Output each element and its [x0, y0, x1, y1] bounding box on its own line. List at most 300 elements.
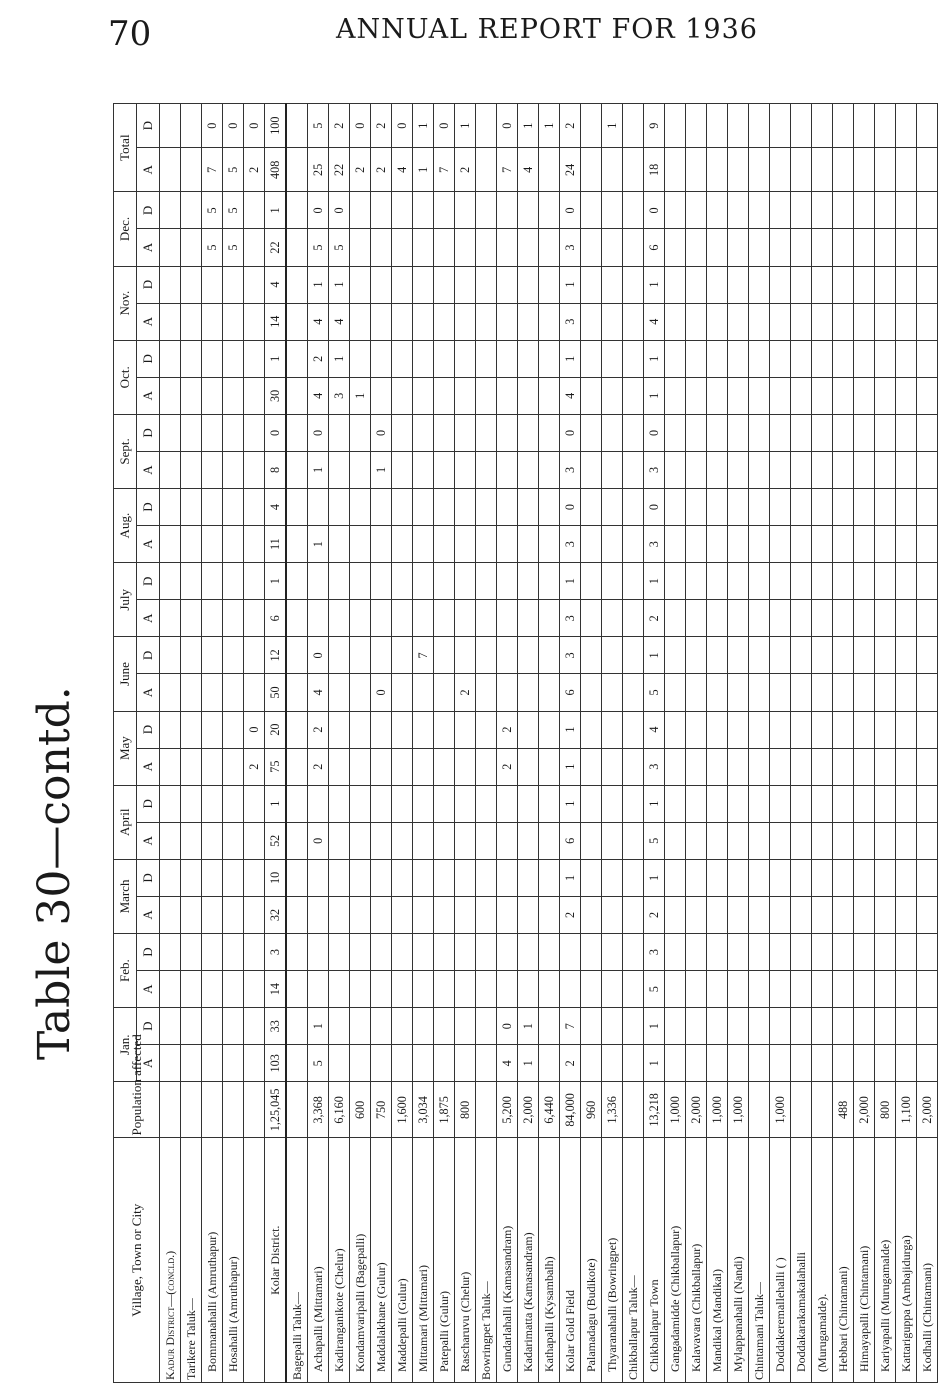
deaths-cell: [665, 1008, 686, 1045]
deaths-cell: [539, 934, 560, 971]
attacks-cell: [812, 303, 833, 340]
attacks-cell: [896, 896, 917, 933]
deaths-cell: [686, 637, 707, 674]
deaths-cell: [749, 489, 770, 526]
deaths-cell: [707, 563, 728, 600]
attacks-cell: [896, 748, 917, 785]
village-name: Patepalli (Gulur): [434, 1138, 455, 1383]
village-name: Thyaranahalli (Bowringpet): [602, 1138, 623, 1383]
deaths-cell: [917, 785, 938, 822]
attacks-cell: [497, 451, 518, 488]
attacks-cell: 75: [265, 748, 287, 785]
attacks-cell: [371, 229, 392, 266]
attacks-cell: [455, 896, 476, 933]
deaths-cell: [686, 266, 707, 303]
attacks-cell: [497, 377, 518, 414]
deaths-cell: 5: [223, 192, 244, 229]
attacks-cell: 2: [560, 1045, 581, 1082]
attacks-cell: [181, 600, 202, 637]
deaths-cell: [707, 637, 728, 674]
deaths-cell: [286, 563, 308, 600]
deaths-cell: [812, 934, 833, 971]
deaths-cell: [812, 785, 833, 822]
village-name: Chikballapur Town: [644, 1138, 665, 1383]
attacks-cell: [602, 822, 623, 859]
attacks-cell: 2: [455, 148, 476, 192]
deaths-cell: [854, 266, 875, 303]
attacks-cell: [623, 674, 644, 711]
attacks-cell: [181, 303, 202, 340]
attacks-cell: [875, 674, 896, 711]
deaths-cell: [476, 859, 497, 896]
deaths-cell: [854, 192, 875, 229]
deaths-cell: [749, 637, 770, 674]
population-cell: 1,336: [602, 1082, 623, 1138]
deaths-cell: [686, 934, 707, 971]
deaths-cell: [413, 711, 434, 748]
deaths-cell: [497, 192, 518, 229]
deaths-cell: [917, 104, 938, 148]
deaths-cell: [770, 637, 791, 674]
deaths-cell: [455, 637, 476, 674]
deaths-cell: [833, 637, 854, 674]
attacks-cell: [392, 451, 413, 488]
attacks-cell: [308, 896, 329, 933]
attacks-cell: [350, 822, 371, 859]
deaths-cell: [707, 340, 728, 377]
attacks-cell: [160, 971, 181, 1008]
attacks-cell: 1: [413, 148, 434, 192]
deaths-cell: [392, 859, 413, 896]
attacks-cell: [223, 377, 244, 414]
attacks-cell: [539, 600, 560, 637]
attacks-cell: [896, 971, 917, 1008]
attacks-cell: [286, 229, 308, 266]
deaths-cell: [623, 711, 644, 748]
deaths-cell: 0: [223, 104, 244, 148]
attacks-cell: [518, 600, 539, 637]
attacks-cell: [770, 674, 791, 711]
table-wrapper: [113, 103, 934, 1383]
table-row: [497, 104, 518, 1383]
population-cell: 1,000: [770, 1082, 791, 1138]
deaths-cell: [791, 934, 812, 971]
attacks-cell: [686, 748, 707, 785]
deaths-cell: 1: [644, 1008, 665, 1045]
village-name: Tarikere Taluk—: [181, 1138, 202, 1383]
deaths-cell: [476, 563, 497, 600]
attacks-cell: [160, 674, 181, 711]
attacks-cell: [329, 971, 350, 1008]
deaths-cell: [875, 340, 896, 377]
table-row: [181, 104, 202, 1383]
attacks-cell: 4: [308, 303, 329, 340]
attacks-cell: 1: [644, 1045, 665, 1082]
deaths-cell: [371, 637, 392, 674]
table-row: [560, 104, 581, 1383]
attacks-cell: [791, 822, 812, 859]
attacks-cell: 3: [644, 748, 665, 785]
attacks-cell: [875, 377, 896, 414]
deaths-cell: [749, 785, 770, 822]
deaths-cell: [812, 489, 833, 526]
attacks-cell: 1: [308, 526, 329, 563]
deaths-cell: 1: [539, 104, 560, 148]
village-name: Kolar Gold Field: [560, 1138, 581, 1383]
deaths-cell: [160, 859, 181, 896]
attacks-cell: [791, 451, 812, 488]
village-name: Bommanahalli (Amruthapur): [202, 1138, 223, 1383]
deaths-cell: [371, 266, 392, 303]
population-cell: 6,160: [329, 1082, 350, 1138]
deaths-cell: [686, 340, 707, 377]
attacks-cell: [160, 303, 181, 340]
table-row: [791, 104, 812, 1383]
deaths-cell: [896, 637, 917, 674]
attacks-cell: [770, 377, 791, 414]
deaths-cell: [223, 934, 244, 971]
attacks-cell: [286, 1045, 308, 1082]
deaths-cell: [329, 563, 350, 600]
deaths-cell: [728, 563, 749, 600]
deaths-cell: [455, 934, 476, 971]
deaths-cell: [917, 266, 938, 303]
attacks-cell: [791, 148, 812, 192]
attacks-cell: [476, 971, 497, 1008]
deaths-cell: 1: [644, 785, 665, 822]
attacks-cell: [854, 822, 875, 859]
attacks-cell: [623, 526, 644, 563]
deaths-cell: 0: [244, 104, 265, 148]
attacks-cell: [497, 674, 518, 711]
deaths-cell: [581, 563, 602, 600]
deaths-cell: [854, 859, 875, 896]
attacks-cell: [854, 748, 875, 785]
population-cell: 2,000: [686, 1082, 707, 1138]
attacks-cell: [917, 674, 938, 711]
deaths-header: D: [137, 266, 160, 303]
attacks-cell: [539, 748, 560, 785]
attacks-cell: [623, 971, 644, 1008]
attacks-cell: [665, 748, 686, 785]
attacks-cell: [581, 822, 602, 859]
attacks-cell: [602, 1045, 623, 1082]
attacks-cell: 4: [308, 674, 329, 711]
deaths-cell: [434, 414, 455, 451]
attacks-cell: [875, 451, 896, 488]
table-row: [476, 104, 497, 1383]
attacks-cell: [329, 896, 350, 933]
deaths-cell: [623, 414, 644, 451]
deaths-cell: [812, 414, 833, 451]
deaths-cell: [623, 266, 644, 303]
deaths-cell: [286, 1008, 308, 1045]
deaths-cell: [623, 489, 644, 526]
month-header: Aug.: [114, 489, 137, 563]
population-cell: [623, 1082, 644, 1138]
table-row: [665, 104, 686, 1383]
attacks-cell: [518, 896, 539, 933]
attacks-cell: [791, 674, 812, 711]
deaths-cell: [854, 340, 875, 377]
attacks-cell: [244, 600, 265, 637]
attacks-cell: [896, 674, 917, 711]
running-title: ANNUAL REPORT FOR 1936: [336, 14, 758, 45]
deaths-cell: [434, 637, 455, 674]
month-header: Feb.: [114, 934, 137, 1008]
attacks-cell: [371, 600, 392, 637]
attacks-cell: [455, 303, 476, 340]
deaths-cell: [833, 934, 854, 971]
attacks-cell: [602, 971, 623, 1008]
deaths-cell: [833, 859, 854, 896]
attacks-cell: [917, 600, 938, 637]
population-cell: [160, 1082, 181, 1138]
deaths-cell: [497, 266, 518, 303]
deaths-cell: [539, 192, 560, 229]
deaths-cell: [497, 637, 518, 674]
attacks-cell: [413, 600, 434, 637]
attacks-cell: [413, 229, 434, 266]
deaths-cell: [413, 414, 434, 451]
deaths-cell: [581, 192, 602, 229]
deaths-cell: 4: [265, 266, 287, 303]
attacks-cell: [791, 896, 812, 933]
attacks-cell: [223, 896, 244, 933]
month-header: Jan.: [114, 1008, 137, 1082]
deaths-cell: [476, 785, 497, 822]
attacks-cell: [665, 896, 686, 933]
deaths-cell: [707, 859, 728, 896]
attacks-cell: [476, 748, 497, 785]
population-cell: 960: [581, 1082, 602, 1138]
deaths-cell: [812, 563, 833, 600]
deaths-cell: [350, 266, 371, 303]
attacks-cell: 4: [644, 303, 665, 340]
attacks-header: A: [137, 748, 160, 785]
deaths-cell: [770, 711, 791, 748]
table-row: [265, 104, 287, 1383]
attacks-cell: [854, 377, 875, 414]
village-name: Hosahalli (Amruthapur): [223, 1138, 244, 1383]
attacks-cell: [623, 451, 644, 488]
attacks-cell: [749, 377, 770, 414]
attacks-cell: [181, 896, 202, 933]
deaths-cell: [854, 711, 875, 748]
deaths-cell: [518, 934, 539, 971]
month-header: March: [114, 859, 137, 933]
deaths-cell: [413, 340, 434, 377]
attacks-cell: [770, 303, 791, 340]
attacks-cell: [286, 600, 308, 637]
deaths-cell: [686, 104, 707, 148]
deaths-cell: [686, 785, 707, 822]
deaths-header: D: [137, 637, 160, 674]
deaths-cell: [854, 934, 875, 971]
deaths-cell: [854, 414, 875, 451]
attacks-cell: [518, 303, 539, 340]
attacks-cell: [476, 1045, 497, 1082]
village-name: Mittamari (Mittamari): [413, 1138, 434, 1383]
population-cell: [749, 1082, 770, 1138]
attacks-cell: [728, 600, 749, 637]
deaths-cell: [896, 192, 917, 229]
attacks-cell: [518, 526, 539, 563]
attacks-cell: [833, 229, 854, 266]
attacks-cell: [728, 822, 749, 859]
population-cell: [791, 1082, 812, 1138]
table-row: [896, 104, 917, 1383]
deaths-cell: [160, 266, 181, 303]
deaths-cell: [623, 104, 644, 148]
attacks-cell: [602, 451, 623, 488]
deaths-cell: [244, 414, 265, 451]
deaths-cell: [202, 1008, 223, 1045]
village-name: Bagepalli Taluk—: [286, 1138, 308, 1383]
deaths-cell: 20: [265, 711, 287, 748]
attacks-cell: [223, 674, 244, 711]
deaths-cell: [202, 785, 223, 822]
deaths-cell: [413, 489, 434, 526]
attacks-cell: 1: [560, 748, 581, 785]
deaths-cell: [875, 489, 896, 526]
deaths-cell: [875, 934, 896, 971]
deaths-cell: [581, 266, 602, 303]
month-header: Dec.: [114, 192, 137, 266]
deaths-cell: 1: [602, 104, 623, 148]
attacks-cell: [770, 822, 791, 859]
deaths-cell: [286, 266, 308, 303]
attacks-cell: [497, 971, 518, 1008]
deaths-cell: [581, 1008, 602, 1045]
population-cell: 2,000: [917, 1082, 938, 1138]
deaths-cell: 1: [329, 266, 350, 303]
deaths-cell: [413, 192, 434, 229]
deaths-cell: [329, 711, 350, 748]
deaths-cell: [181, 414, 202, 451]
population-cell: [476, 1082, 497, 1138]
attacks-cell: [371, 971, 392, 1008]
deaths-cell: [329, 637, 350, 674]
attacks-cell: [623, 600, 644, 637]
deaths-cell: 1: [308, 266, 329, 303]
deaths-cell: [181, 637, 202, 674]
deaths-cell: [455, 563, 476, 600]
deaths-cell: [308, 934, 329, 971]
deaths-cell: [917, 192, 938, 229]
deaths-cell: [371, 563, 392, 600]
attacks-cell: [665, 600, 686, 637]
village-name: Chintamani Taluk—: [749, 1138, 770, 1383]
attacks-cell: 14: [265, 303, 287, 340]
attacks-cell: [896, 303, 917, 340]
attacks-cell: [392, 896, 413, 933]
attacks-cell: [896, 229, 917, 266]
attacks-cell: [875, 600, 896, 637]
deaths-cell: [392, 934, 413, 971]
deaths-cell: [329, 1008, 350, 1045]
deaths-cell: [875, 563, 896, 600]
attacks-cell: [223, 748, 244, 785]
attacks-cell: [539, 674, 560, 711]
attacks-cell: [581, 303, 602, 340]
attacks-cell: 2: [644, 600, 665, 637]
attacks-cell: [202, 674, 223, 711]
attacks-cell: [350, 526, 371, 563]
deaths-cell: [875, 711, 896, 748]
attacks-cell: [413, 377, 434, 414]
deaths-cell: [539, 1008, 560, 1045]
deaths-cell: [371, 489, 392, 526]
deaths-cell: [455, 859, 476, 896]
attacks-cell: [350, 451, 371, 488]
attacks-cell: [770, 896, 791, 933]
attacks-cell: [518, 748, 539, 785]
attacks-cell: [539, 896, 560, 933]
attacks-cell: [539, 822, 560, 859]
deaths-cell: [686, 414, 707, 451]
attacks-cell: [286, 896, 308, 933]
table-row: [623, 104, 644, 1383]
attacks-cell: 50: [265, 674, 287, 711]
deaths-cell: [286, 192, 308, 229]
deaths-cell: [434, 563, 455, 600]
attacks-cell: [371, 1045, 392, 1082]
attacks-cell: [392, 600, 413, 637]
attacks-cell: 7: [202, 148, 223, 192]
deaths-cell: 0: [560, 489, 581, 526]
attacks-cell: 1: [308, 451, 329, 488]
attacks-cell: [371, 303, 392, 340]
deaths-cell: [728, 489, 749, 526]
deaths-cell: [286, 489, 308, 526]
deaths-cell: [875, 1008, 896, 1045]
deaths-cell: [476, 1008, 497, 1045]
attacks-cell: [854, 600, 875, 637]
deaths-cell: [917, 637, 938, 674]
attacks-header: A: [137, 822, 160, 859]
attacks-cell: [539, 526, 560, 563]
deaths-cell: [665, 340, 686, 377]
attacks-cell: [160, 526, 181, 563]
attacks-cell: [181, 1045, 202, 1082]
deaths-cell: [518, 859, 539, 896]
deaths-cell: [476, 266, 497, 303]
deaths-cell: [581, 414, 602, 451]
deaths-cell: [896, 340, 917, 377]
deaths-cell: [329, 489, 350, 526]
deaths-cell: [202, 266, 223, 303]
deaths-cell: [812, 859, 833, 896]
attacks-cell: [665, 303, 686, 340]
attacks-cell: [476, 526, 497, 563]
attacks-cell: [854, 896, 875, 933]
deaths-cell: [434, 192, 455, 229]
deaths-cell: [665, 785, 686, 822]
attacks-cell: [854, 526, 875, 563]
village-name: Maddalakhane (Gulur): [371, 1138, 392, 1383]
deaths-cell: 0: [497, 1008, 518, 1045]
deaths-cell: [392, 1008, 413, 1045]
deaths-cell: [539, 785, 560, 822]
table-row: [160, 104, 181, 1383]
attacks-cell: 11: [265, 526, 287, 563]
attacks-cell: [728, 451, 749, 488]
deaths-cell: 1: [518, 104, 539, 148]
attacks-cell: [244, 674, 265, 711]
deaths-cell: [686, 711, 707, 748]
attacks-cell: [160, 148, 181, 192]
